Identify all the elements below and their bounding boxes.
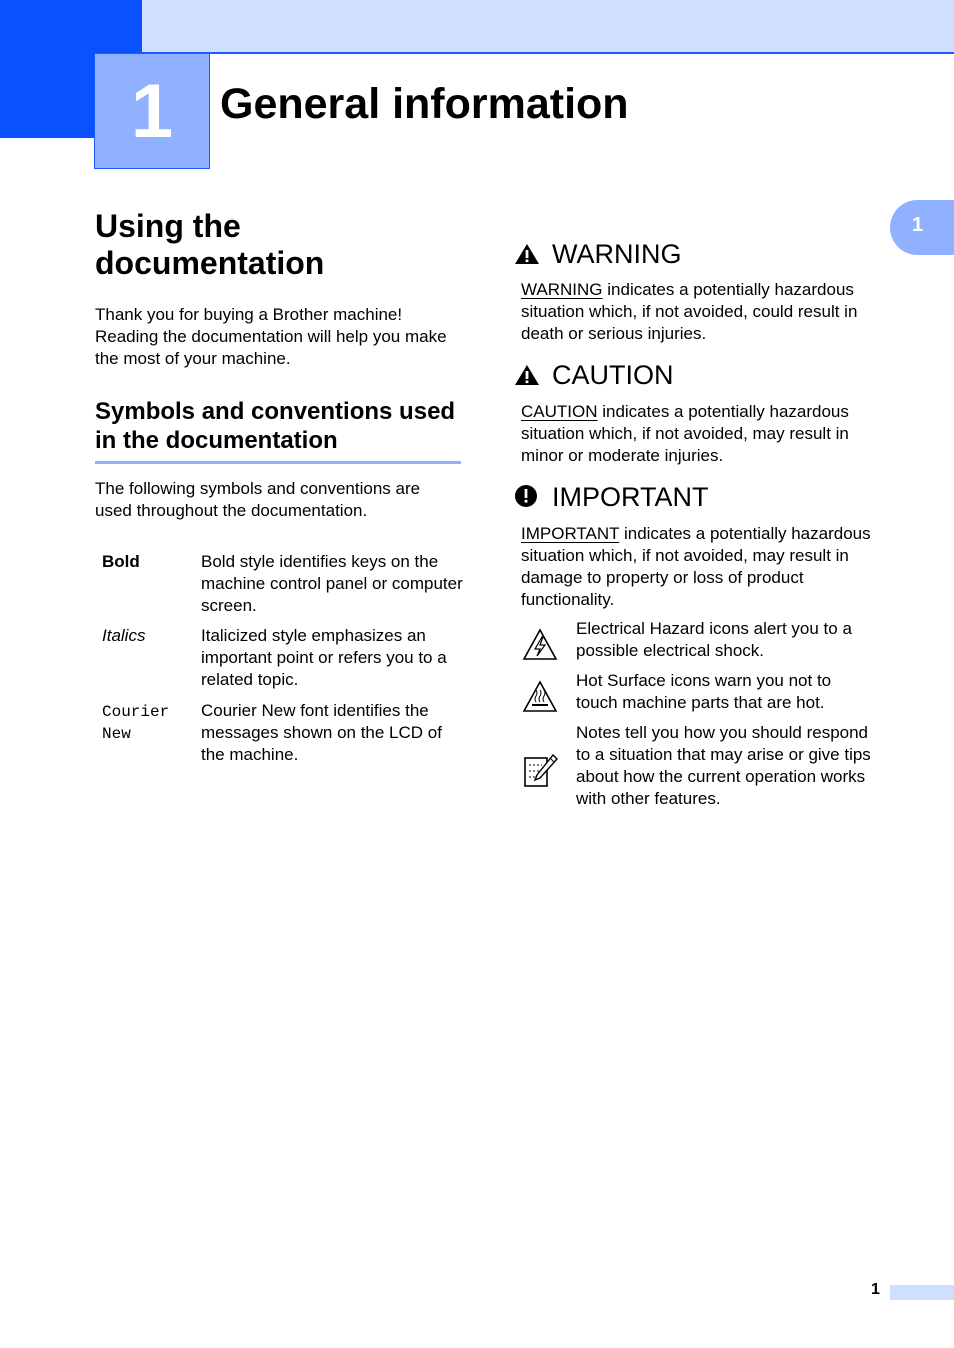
note-icon: [522, 752, 558, 795]
caution-body: [521, 401, 873, 467]
hot-surface-desc: Hot Surface icons warn you not to touch machine parts that are hot.: [576, 671, 832, 712]
warning-heading: WARNING: [552, 239, 682, 269]
convention-desc-italics: Italicized style emphasizes an important point or refers you to a related topic.: [201, 626, 447, 689]
page-number: 1: [871, 1281, 880, 1298]
section-title: Using the documentation: [95, 208, 325, 281]
caution-triangle-icon: [514, 361, 540, 393]
chapter-number: 1: [94, 53, 210, 169]
chapter-side-tab: 1: [890, 200, 954, 255]
electrical-hazard-icon: [522, 628, 558, 667]
convention-desc-bold: Bold style identifies keys on the machine control panel or computer screen.: [201, 552, 463, 615]
hot-surface-icon: [522, 680, 558, 719]
convention-term-bold: Bold: [102, 552, 140, 571]
warning-body: [521, 279, 873, 345]
important-text: indicates a potentially hazardous situation which, if not avoided, may result in damage to property or loss of product functionality.: [521, 524, 871, 609]
section-intro: Thank you for buying a Brother machine! Reading the documentation will help you make the most of your machine.: [95, 305, 447, 368]
electrical-hazard-desc: Electrical Hazard icons alert you to a possible electrical shock.: [576, 619, 852, 660]
warning-text: indicates a potentially hazardous situation which, if not avoided, could result in death or serious injuries.: [521, 280, 858, 343]
important-heading-row: [514, 481, 709, 515]
warning-heading-row: [514, 238, 682, 272]
convention-term-italics: Italics: [102, 626, 146, 645]
caution-heading-row: [514, 359, 674, 393]
note-desc: Notes tell you how you should respond to a situation that may arise or give tips about how the current operation works with other features.: [576, 723, 871, 808]
important-keyword: IMPORTANT: [521, 524, 620, 543]
important-heading: IMPORTANT: [552, 482, 709, 512]
subsection-title: Symbols and conventions used in the documentation: [95, 397, 461, 464]
caution-text: indicates a potentially hazardous situation which, if not avoided, may result in minor or moderate injuries.: [521, 402, 849, 465]
important-body: [521, 523, 873, 611]
caution-keyword: CAUTION: [521, 402, 598, 421]
caution-heading: CAUTION: [552, 360, 674, 390]
convention-term-courier: Courier New: [102, 703, 170, 743]
important-exclamation-icon: [514, 483, 540, 515]
warning-keyword: WARNING: [521, 280, 603, 299]
footer-bar: [890, 1285, 954, 1300]
warning-triangle-icon: [514, 240, 540, 272]
subsection-intro: The following symbols and conventions are used throughout the documentation.: [95, 479, 421, 520]
header-band: [142, 0, 954, 54]
chapter-title: General information: [220, 80, 629, 128]
convention-desc-courier: Courier New font identifies the messages shown on the LCD of the machine.: [201, 701, 442, 764]
